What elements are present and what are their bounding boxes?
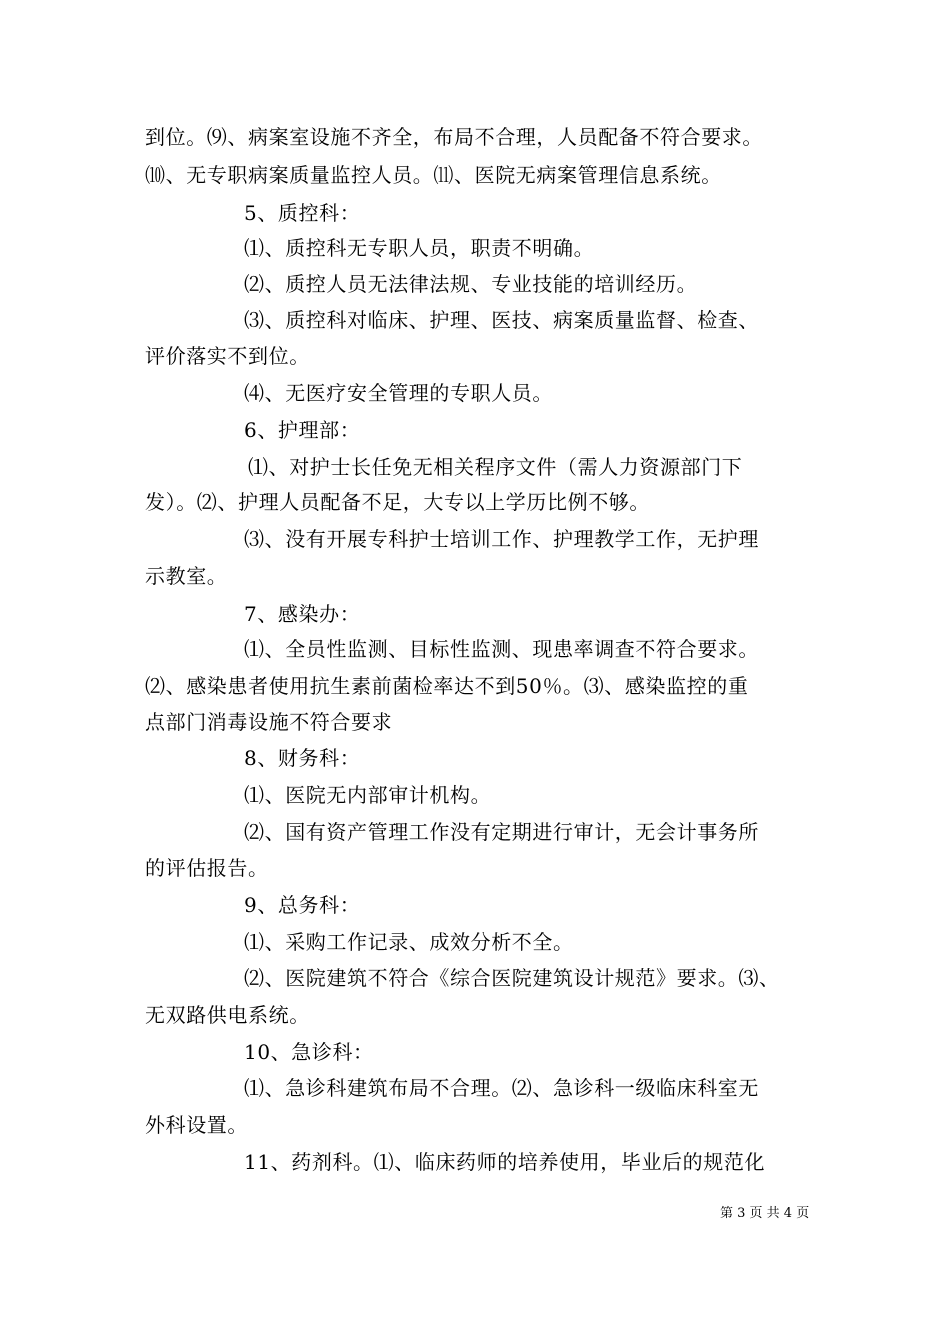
text-line: 发）。⑵、护理人员配备不足，大专以上学历比例不够。 xyxy=(145,490,650,514)
text-line: ⑴、全员性监测、目标性监测、现患率调查不符合要求。 xyxy=(244,637,759,661)
section-heading: 7、感染办： xyxy=(244,602,361,626)
text-line: 到位。⑼、病案室设施不齐全，布局不合理，人员配备不符合要求。 xyxy=(145,125,763,149)
text-line: ⑵、感染患者使用抗生素前菌检率达不到50％。⑶、感染监控的重 xyxy=(145,674,749,698)
text-line: ⑵、质控人员无法律法规、专业技能的培训经历。 xyxy=(244,272,698,296)
text-line: 外科设置。 xyxy=(145,1113,248,1137)
text-line: 示教室。 xyxy=(145,564,228,588)
section-heading: 8、财务科： xyxy=(244,746,361,770)
text-line: ⑴、质控科无专职人员，职责不明确。 xyxy=(244,236,595,260)
text-line: ⑽、无专职病案质量监控人员。⑾、医院无病案管理信息系统。 xyxy=(145,163,722,187)
section-heading: 6、护理部： xyxy=(244,418,361,442)
text-line: ⑷、无医疗安全管理的专职人员。 xyxy=(244,381,553,405)
text-line: 无双路供电系统。 xyxy=(145,1003,310,1027)
section-heading: 10、急诊科： xyxy=(244,1040,374,1064)
text-line: 的评估报告。 xyxy=(145,856,269,880)
text-line: ⑶、没有开展专科护士培训工作、护理教学工作，无护理 xyxy=(244,527,759,551)
section-heading: 5、质控科： xyxy=(244,201,361,225)
text-line: ⑴、急诊科建筑布局不合理。⑵、急诊科一级临床科室无 xyxy=(244,1076,759,1100)
text-line: ⑵、国有资产管理工作没有定期进行审计，无会计事务所 xyxy=(244,820,759,844)
text-line: ⑴、对护士长任免无相关程序文件（需人力资源部门下 xyxy=(248,455,743,479)
page-number-footer: 第 3 页 共 4 页 xyxy=(720,1206,810,1221)
text-line: 点部门消毒设施不符合要求 xyxy=(145,710,393,734)
text-line: ⑴、采购工作记录、成效分析不全。 xyxy=(244,930,574,954)
text-line: 11、药剂科。⑴、临床药师的培养使用，毕业后的规范化 xyxy=(244,1150,766,1174)
text-line: ⑵、医院建筑不符合《综合医院建筑设计规范》要求。⑶、 xyxy=(244,966,780,990)
text-line: ⑶、质控科对临床、护理、医技、病案质量监督、检查、 xyxy=(244,308,759,332)
text-line: 评价落实不到位。 xyxy=(145,344,310,368)
text-line: ⑴、医院无内部审计机构。 xyxy=(244,783,492,807)
section-heading: 9、总务科： xyxy=(244,893,361,917)
